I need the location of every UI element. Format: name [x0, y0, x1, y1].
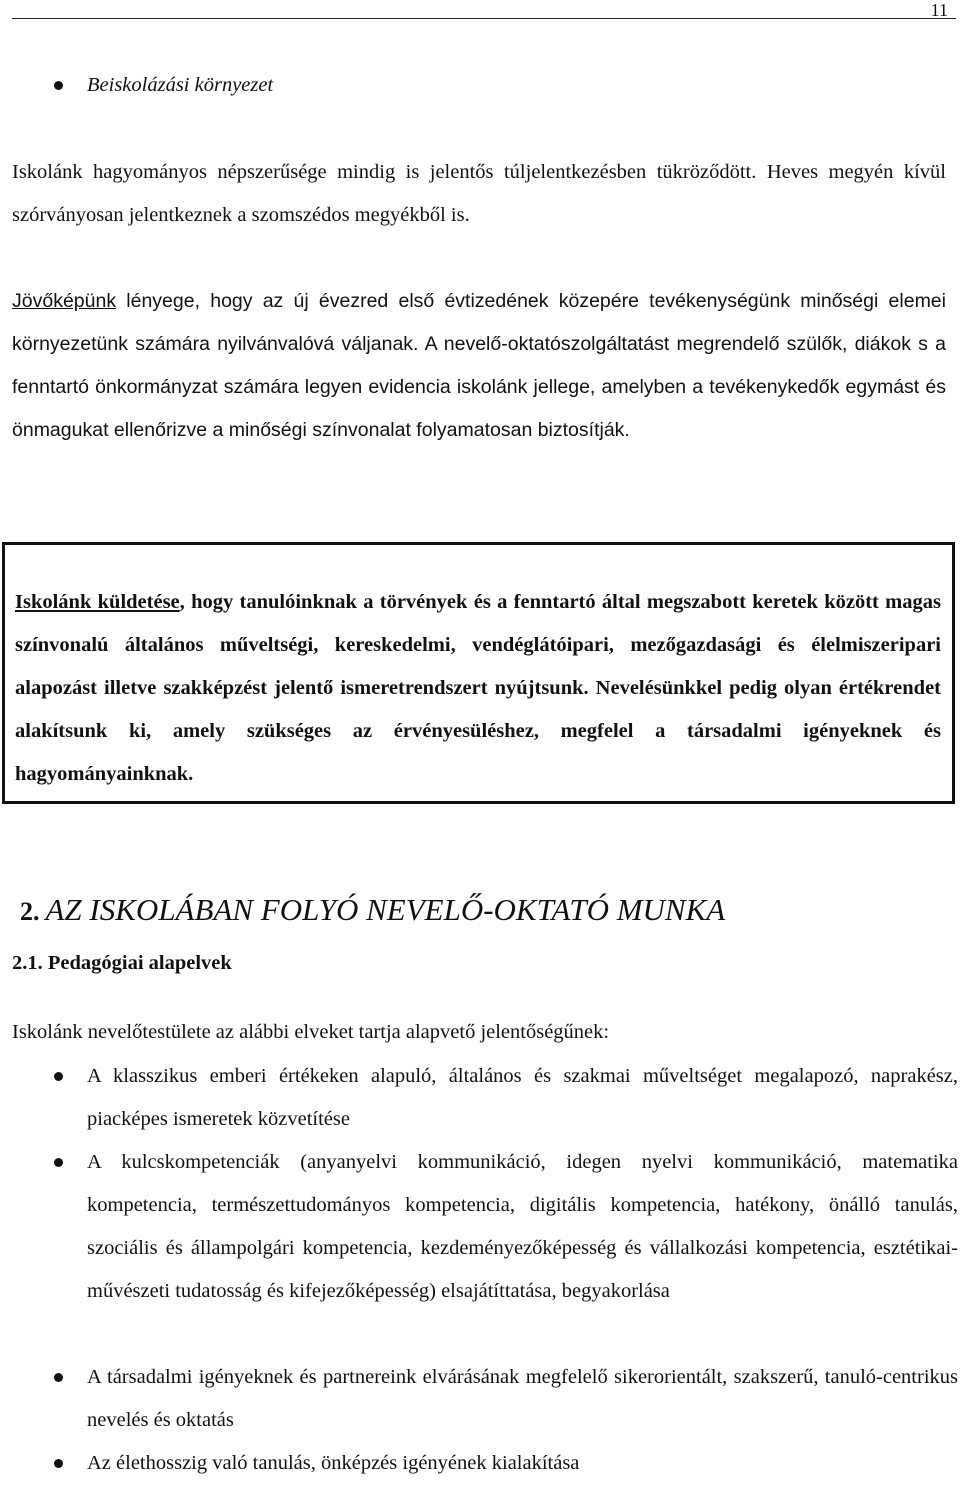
header-rule: [12, 18, 956, 19]
environment-bullet: [12, 64, 946, 107]
mission-text: [15, 581, 941, 796]
vision-title-word: Jövőképünk: [12, 290, 117, 312]
bullet-icon: [54, 1072, 63, 1081]
chapter-number: 2.: [20, 897, 40, 926]
bullet-icon: [54, 1459, 63, 1468]
vision-text: [12, 280, 946, 452]
mission-title: Iskolánk küldetése: [15, 591, 180, 613]
principles-intro: [12, 1011, 946, 1054]
subsection-heading: 2.1. Pedagógiai alapelvek: [12, 952, 232, 974]
bullet-icon: [54, 1373, 63, 1382]
environment-bullet-title: Beiskolázási környezet: [87, 74, 274, 96]
environment-text: Iskolánk hagyományos népszerűsége mindig is jelentős túljelentkezésben tükröződött. Heves megyén kívül szórványosan jelentkeznek a szomszédos megyékből is.: [12, 161, 946, 226]
principle-text: A kulcskompetenciák (anyanyelvi kommunikáció, idegen nyelvi kommunikáció, matematika kompetencia, természettudományos kompetencia, digitális kompetencia, hatékony, önálló tanulás, szociális és állampolgári kompetencia, kezdeményezőképesség és vállalkozási kompetencia, esztétikai-művészeti tudatosság és kifejezőképesség) elsajátíttatása, begyakorlása: [87, 1151, 958, 1302]
page-number: 11: [930, 0, 948, 20]
principle-text: Az élethosszig való tanulás, önképzés igényének kialakítása: [87, 1452, 580, 1474]
mission-body: , hogy tanulóinknak a törvények és a fenntartó által megszabott keretek között magas színvonalú általános műveltségi, kereskedelmi, vendéglátóipari, mezőgazdasági és élelmiszeripari alapozást illetve szakképzést jelentő ismeretrendszert nyújtsunk. Nevelésünkkel pedig olyan értékrendet alakítsunk ki, amely szükséges az érvényesüléshez, megfelel a társadalmi igényeknek és hagyományainknak.: [15, 591, 941, 785]
chapter-heading: [20, 888, 725, 934]
bullet-icon: [54, 81, 63, 90]
principle-text: A társadalmi igényeknek és partnereink elvárásának megfelelő sikerorientált, szakszerű, tanuló-centrikus nevelés és oktatás: [87, 1366, 958, 1431]
mission-box: [2, 542, 955, 804]
vision-body: lényege, hogy az új évezred első évtizedének közepére tevékenységünk minőségi elemei környezetünk számára nyilvánvalóvá váljanak. A nevelő-oktatószolgáltatást megrendelő szülők, diákok s a fenntartó önkormányzat számára legyen evidencia iskolánk jellege, amelyben a tevékenykedők egymást és önmagukat ellenőrizve a minőségi színvonalat folyamatosan biztosítják.: [12, 290, 946, 441]
principle-text: A klasszikus emberi értékeken alapuló, általános és szakmai műveltséget megalapozó, naprakész, piacképes ismeretek közvetítése: [87, 1065, 958, 1130]
principles-intro-text: Iskolánk nevelőtestülete az alábbi elveket tartja alapvető jelentőségűnek:: [12, 1021, 610, 1043]
chapter-title: AZ ISKOLÁBAN FOLYÓ NEVELŐ-OKTATÓ MUNKA: [45, 892, 726, 927]
vision-paragraph: [12, 280, 946, 452]
bullet-icon: [54, 1158, 63, 1167]
environment-paragraph: [12, 151, 946, 237]
